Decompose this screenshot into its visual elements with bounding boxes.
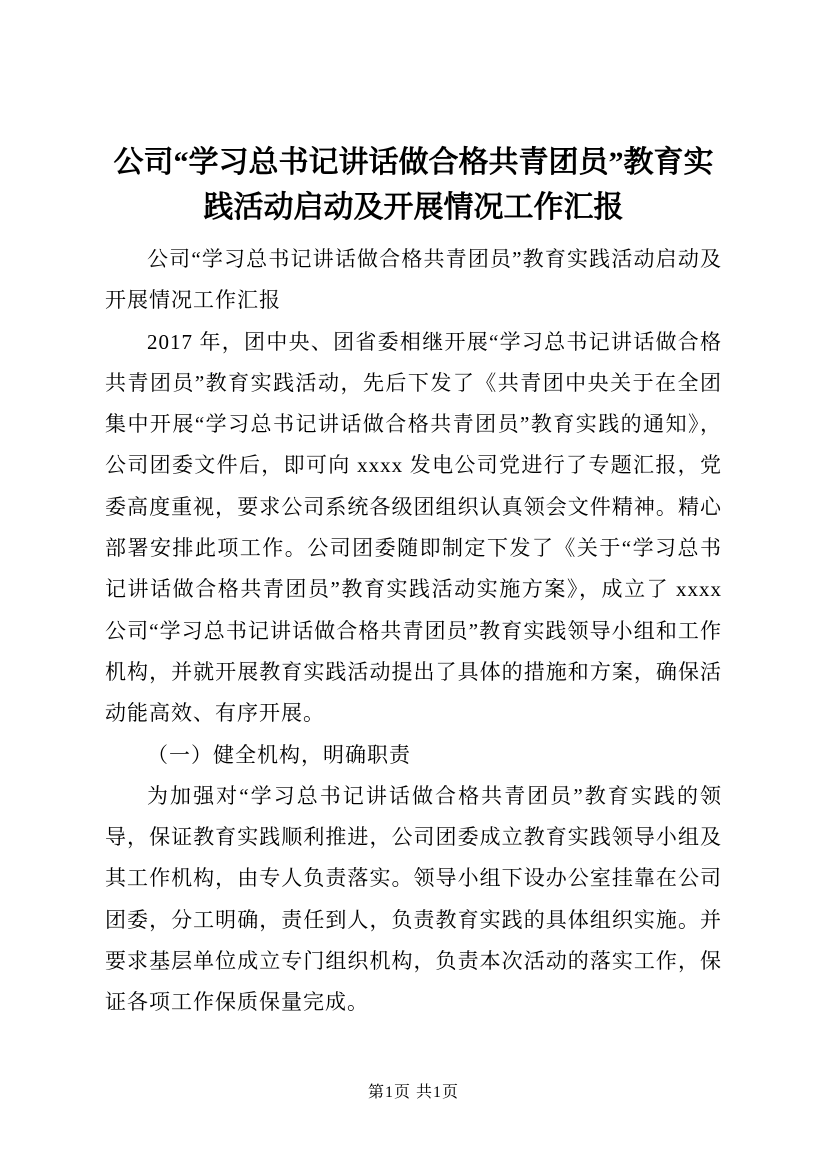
document-body [105, 239, 722, 1024]
document-content [105, 140, 722, 1024]
paragraph-title-repeat: 公司“学习总书记讲话做合格共青团员”教育实践活动启动及开展情况工作汇报 [105, 247, 722, 313]
page-footer [105, 1079, 722, 1102]
page-number-label: 第1页 共1页 [367, 1084, 459, 1101]
paragraph-section-heading: （一）健全机构，明确职责 [147, 742, 411, 767]
paragraph-section-body: 为加强对“学习总书记讲话做合格共青团员”教育实践的领导，保证教育实践顺利推进，公司团委成立教育实践领导小组及其工作机构，由专人负责落实。领导小组下设办公室挂靠在公司团委，分工明确，责任到人，负责教育实践的具体组织实施。并要求基层单位成立专门组织机构，负责本次活动的落实工作，保证各项工作保质保量完成。 [105, 783, 722, 1015]
document-title: 公司“学习总书记讲话做合格共青团员”教育实践活动启动及开展情况工作汇报 [113, 146, 714, 224]
paragraph-intro: 2017 年，团中央、团省委相继开展“学习总书记讲话做合格共青团员”教育实践活动，先后下发了《共青团中央关于在全团集中开展“学习总书记讲话做合格共青团员”教育实践的通知》，公司团委文件后，即可向 xxxx 发电公司党进行了专题汇报，党委高度重视，要求公司系统各级团组织认真领会文件精神。精心部署安排此项工作。公司团委随即制定下发了《关于“学习总书记讲话做合格共青团员”教育实践活动实施方案》，成立了 xxxx 公司“学习总书记讲话做合格共青团员”教育实践领导小组和工作机构，并就开展教育实践活动提出了具体的措施和方案，确保活动能高效、有序开展。 [105, 329, 722, 726]
